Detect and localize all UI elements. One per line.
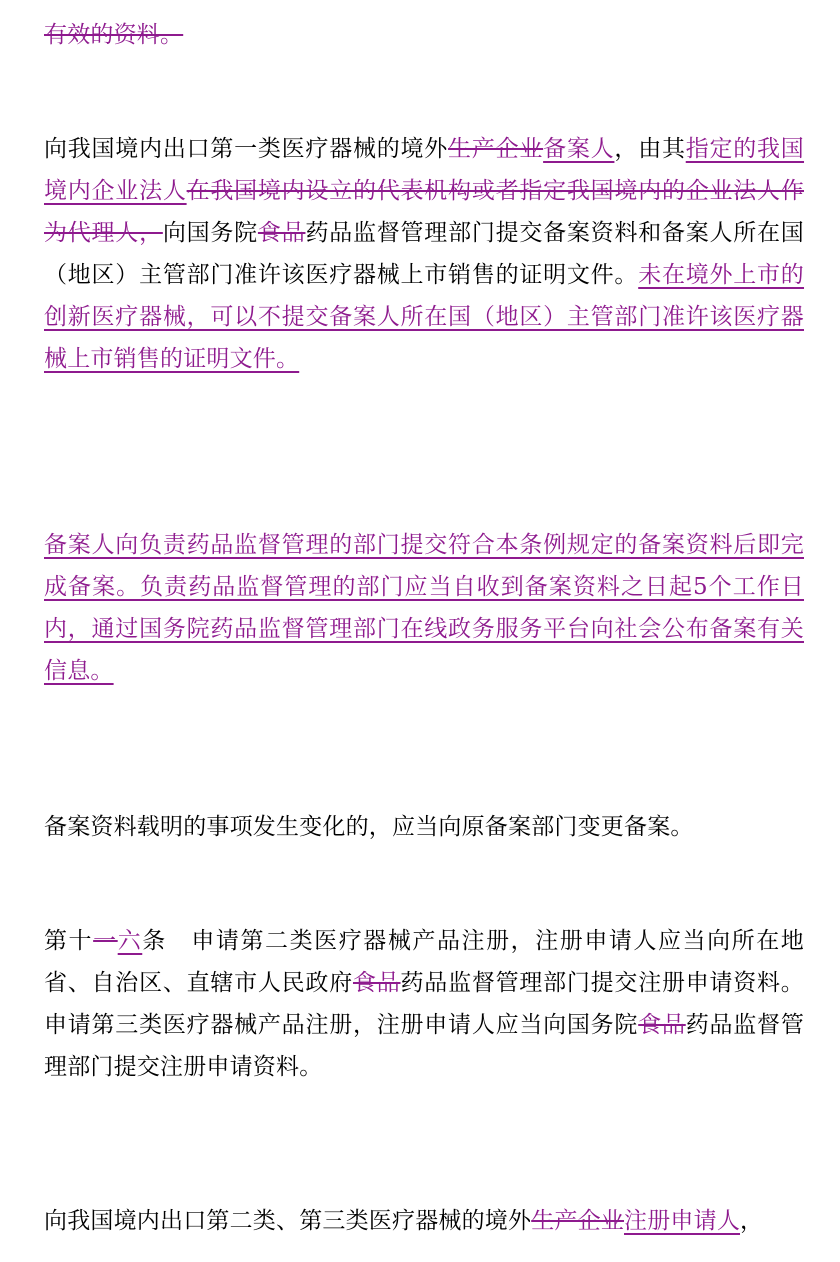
deleted-text: 在我国境内设立的代表机构或者指定我国境内的企业法人作为代理人，: [44, 178, 804, 246]
inserted-text: 未在境外上市的创新医疗器械，可以不提交备案人所在国（地区）主管部门准许该医疗器械上市销售的证明文件。: [44, 262, 805, 372]
body-text: 条 申请第二类医疗器械产品注册，注册申请人应当向所在地省、自治区、直辖市人民政府: [44, 928, 804, 996]
body-text: 向我国境内出口第一类医疗器械的境外: [44, 136, 449, 162]
inserted-text: 指定的我国境内企业法人: [44, 136, 805, 204]
paragraph-1: [44, 14, 804, 56]
deleted-text: 食品: [638, 1012, 686, 1038]
body-text: 药品监督管理部门提交注册申请资料。: [44, 1012, 805, 1080]
inserted-text: 备案人: [543, 136, 615, 162]
paragraph-5: [44, 920, 804, 1088]
paragraph-3: [44, 524, 804, 692]
paragraph-6: [44, 1200, 804, 1242]
body-text: 药品监督管理部门提交备案资料和备案人所在国（地区）主管部门准许该医疗器械上市销售的证明文件。: [44, 220, 805, 288]
deleted-text: 有效的资料。: [44, 22, 184, 48]
deleted-text: 食品: [257, 220, 306, 246]
body-text: ，由其: [614, 136, 686, 162]
body-text: 药品监督管理部门提交注册申请资料。申请第三类医疗器械产品注册，注册申请人应当向国务院: [44, 970, 805, 1038]
inserted-text: 六: [117, 928, 143, 954]
inserted-text: 备案人向负责药品监督管理的部门提交符合本条例规定的备案资料后即完成备案。负责药品监督管理的部门应当自收到备案资料之日起5个工作日内，通过国务院药品监督管理部门在线政务服务平台向社会公布备案有关信息。: [44, 532, 804, 684]
body-text: 向我国境内出口第二类、第三类医疗器械的境外: [44, 1208, 532, 1234]
body-text: 第十: [44, 928, 94, 954]
body-text: 备案资料载明的事项发生变化的，应当向原备案部门变更备案。: [44, 814, 694, 840]
body-text: ，: [740, 1208, 764, 1234]
deleted-text: 一: [93, 928, 118, 954]
body-text: 向国务院: [162, 220, 258, 246]
paragraph-2: [44, 128, 804, 380]
paragraph-4: [44, 806, 804, 848]
deleted-text: 生产企业: [448, 136, 544, 162]
deleted-text: 食品: [352, 970, 401, 996]
deleted-text: 生产企业: [531, 1208, 625, 1234]
inserted-text: 注册申请人: [624, 1208, 741, 1234]
